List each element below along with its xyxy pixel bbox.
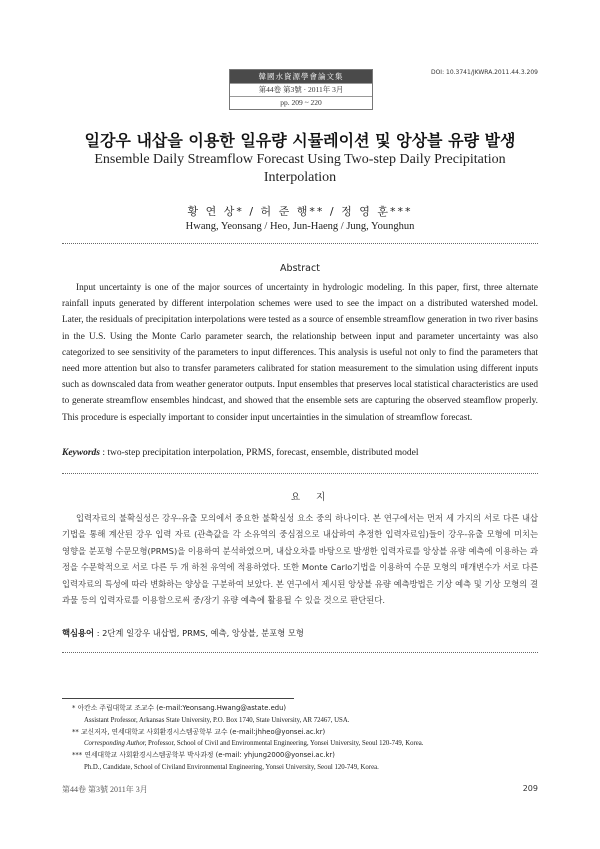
volume-issue: 第44卷 第3號 · 2011年 3月 (230, 83, 372, 96)
footnote-korean: 아칸소 주립대학교 조교수 (e-mail:Yeonsang.Hwang@astate.edu) (77, 704, 287, 712)
footnote-rule (62, 698, 294, 699)
footnote-english: Ph.D., Candidate, School of Civiland Environmental Engineering, Yonsei University, Seoul 120-749, Korea. (84, 763, 379, 771)
keywords-list: : two-step precipitation interpolation, PRMS, forecast, ensemble, distributed model (102, 448, 419, 458)
korean-keywords-list: : 2단계 일강우 내삽법, PRMS, 예측, 앙상블, 분포형 모형 (96, 628, 304, 638)
footnote (72, 703, 542, 715)
authors-english: Hwang, Yeonsang / Heo, Jun-Haeng / Jung, Younghun (185, 221, 415, 232)
footnote-mark: *** (72, 751, 83, 760)
korean-abstract-text: 입력자료의 불확실성은 강우-유출 모의에서 중요한 불확실성 요소 중의 하나이다. 본 연구에서는 먼저 세 가지의 서로 다른 내삽 기법을 통해 계산된 강우 입력 자료 (관측값을 각 소유역의 중심점으로 내삽하여 추정한 입력자료임)들이 강우-유출 모형에 미치는 영향을 분포형 수문모형(PRMS)을 이용하여 분석하였으며, 내삽오차를 바탕으로 발생한 입력자료를 앙상블 유량 예측에 이용하는 과정을 수문학적으로 서로 다른 두 개 하천 유역에 적용하였다. 또한 Monte Carlo기법을 이용하여 수문 모형의 매개변수가 서로 다른 입력자료의 특성에 따라 변화하는 양상을 구분하여 보았다. 본 연구에서 제시된 앙상블 유량 예측방법은 기상 예측 및 기상 모형의 결과물 등의 입력자료를 이용함으로써 중/장기 유량 예측에 활용될 수 있을 것으로 판단된다. (62, 513, 538, 606)
abstract-heading: Abstract (280, 263, 320, 274)
footnote-korean: 교신저자, 연세대학교 사회환경시스템공학부 교수 (e-mail:jhheo@yonsei.ac.kr) (80, 727, 326, 736)
korean-keywords-label: 핵심용어 (62, 628, 95, 638)
footnote-english: Corresponding Author, Professor, School of Civil and Environmental Engineering, Yonsei University, Seoul 120-749, Korea. (84, 740, 424, 748)
divider (62, 243, 538, 244)
footnote-mark: ** (72, 727, 79, 736)
journal-name: 韓國水資源學會論文集 (230, 70, 372, 83)
footnote-mark: * (72, 704, 76, 712)
divider (62, 473, 538, 474)
footnote (72, 727, 542, 739)
page-number: 209 (522, 784, 538, 793)
footnote-korean: 연세대학교 사회환경시스템공학부 박사과정 (e-mail: yhjung2000@yonsei.ac.kr) (84, 751, 335, 760)
title-korean: 일강우 내삽을 이용한 일유량 시뮬레이션 및 앙상블 유량 발생 (84, 131, 516, 150)
divider (62, 652, 538, 653)
abstract-text: Input uncertainty is one of the major sources of uncertainty in hydrologic modeling. In this paper, first, three alternate rainfall inputs generated by different interpolation schemes were used to see the impact on a distributed watershed model. Later, the residuals of precipitation interpolations were tested as a source of ensemble streamflow generation in two river basins in the U.S. Using the Monte Carlo parameter search, the relationship between input and parameter uncertainty was also categorized to see sensitivity of the parameters to input differences. This analysis is useful not only to find the parameters that need more attention but also to transfer parameters calibrated for station measurement to the simulation using different inputs such as downscaled data from weather generator outputs. Input ensembles that preserves local statistical characteristics are used to generate streamflow ensembles hindcast, and showed that the ensemble sets are capturing the observed steamflow properly. This procedure is especially important to consider input uncertainties in the simulation of streamflow forecast. (62, 283, 538, 423)
korean-abstract-heading: 요지 (290, 492, 342, 503)
journal-info-box (229, 69, 373, 110)
title-english: Ensemble Daily Streamflow Forecast Using Two-step Daily Precipitation Interpolation (94, 152, 506, 185)
korean-keywords (62, 627, 538, 639)
page-range: pp. 209 ~ 220 (230, 96, 372, 109)
footnote-english: Assistant Professor, Arkansas State University, P.O. Box 1740, State University, AR 72467, USA. (84, 716, 350, 724)
footnotes (72, 703, 542, 774)
footer-journal-info: 第44卷 第3號 2011年 3月 (62, 785, 148, 794)
footnote (72, 750, 542, 762)
keywords (62, 448, 538, 458)
authors-korean: 황 연 상* / 허 준 행** / 정 영 훈*** (187, 205, 413, 218)
doi: DOI: 10.3741/JKWRA.2011.44.3.209 (430, 69, 538, 76)
keywords-label: Keywords (62, 448, 100, 458)
